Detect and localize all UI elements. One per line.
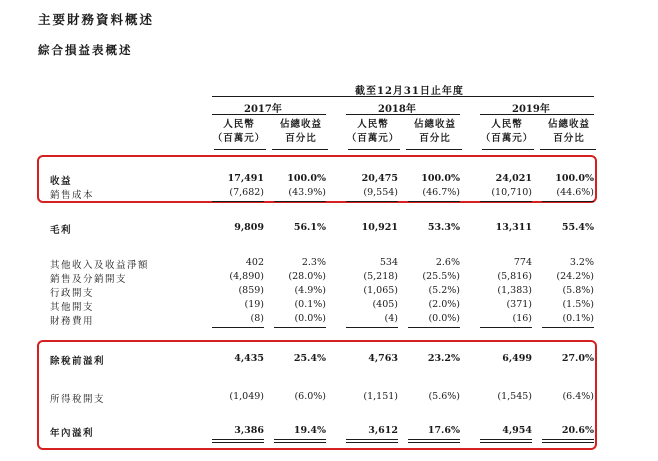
cell-value: 402 [245,257,264,268]
total-rule [542,327,594,328]
cell-value: 23.2% [427,353,460,364]
row-label: 毛利 [50,225,73,236]
double-rule [542,442,594,443]
cell-value: 55.4% [561,222,594,233]
cell-value: (5.6%) [428,391,460,402]
period-header: 截至12月31日止年度 [355,86,464,97]
total-rule [212,439,264,440]
row-label: 除稅前溢利 [50,356,106,367]
col-header-pct-2019 [538,118,600,146]
section-title: 綜合損益表概述 [38,43,133,57]
col-header-rmb-line1: 人民幣 [491,119,523,130]
total-rule [274,201,326,202]
total-rule [346,327,398,328]
cell-value: 100.0% [421,173,460,184]
cell-value: 4,763 [368,353,398,364]
col-header-pct-line1: 佔總收益 [413,119,456,130]
cell-value: (5.2%) [428,285,460,296]
cell-value: 19.4% [293,425,326,436]
cell-value: (9,554) [363,187,398,198]
period-rule [212,96,594,97]
total-rule [346,201,398,202]
total-rule [212,327,264,328]
row-label: 銷售及分銷開支 [50,274,128,285]
cell-value: 4,954 [502,425,532,436]
cell-value: 24,021 [495,173,532,184]
header-rule [348,149,400,150]
cell-value: 774 [513,257,532,268]
col-header-pct-line1: 佔總收益 [279,119,322,130]
cell-value: 20,475 [361,173,398,184]
cell-value: (1,065) [363,285,398,296]
cell-value: (4,890) [229,271,264,282]
cell-value: 27.0% [561,353,594,364]
header-rule [482,149,534,150]
double-rule [346,442,398,443]
cell-value: (46.7%) [422,187,460,198]
row-label: 年內溢利 [50,428,95,439]
row-label: 其他收入及收益淨額 [50,260,150,271]
col-header-pct-line1: 佔總收益 [547,119,590,130]
cell-value: (1,383) [497,285,532,296]
double-rule [212,442,264,443]
cell-value: 17,491 [227,173,264,184]
cell-value: 100.0% [555,173,594,184]
cell-value: (2.0%) [428,299,460,310]
col-header-pct-2018 [404,118,466,146]
double-rule [480,442,532,443]
cell-value: 3,612 [368,425,398,436]
year-rule-2019 [480,114,594,115]
cell-value: 3,386 [234,425,264,436]
cell-value: (25.5%) [422,271,460,282]
total-rule [542,439,594,440]
row-label: 銷售成本 [50,190,95,201]
col-header-rmb-line2: （百萬元） [346,133,400,144]
cell-value: 10,921 [361,222,398,233]
cell-value: (4.9%) [294,285,326,296]
cell-value: 20.6% [561,425,594,436]
cell-value: (371) [506,299,532,310]
cell-value: (4) [384,313,398,324]
cell-value: 100.0% [287,173,326,184]
cell-value: (5.8%) [562,285,594,296]
header-rule [540,149,596,150]
cell-value: (1,545) [497,391,532,402]
col-header-rmb-2018 [344,118,402,146]
year-2018: 2018年 [378,104,416,115]
cell-value: (19) [244,299,264,310]
double-rule [408,442,460,443]
cell-value: (24.2%) [556,271,594,282]
header-rule [406,149,462,150]
cell-value: 2.6% [435,257,460,268]
row-label: 所得稅開支 [50,394,106,405]
col-header-rmb-line1: 人民幣 [357,119,389,130]
cell-value: (859) [238,285,264,296]
cell-value: (1,049) [229,391,264,402]
row-label: 行政開支 [50,288,95,299]
col-header-rmb-2017 [210,118,268,146]
cell-value: (5,218) [363,271,398,282]
year-rule-2018 [346,114,460,115]
cell-value: 534 [379,257,398,268]
cell-value: (10,710) [491,187,532,198]
total-rule [408,327,460,328]
total-rule [480,201,532,202]
total-rule [274,439,326,440]
cell-value: (5,816) [497,271,532,282]
cell-value: (405) [372,299,398,310]
cell-value: 17.6% [427,425,460,436]
cell-value: (0.1%) [294,299,326,310]
cell-value: (16) [512,313,532,324]
total-rule [408,439,460,440]
cell-value: (28.0%) [288,271,326,282]
row-label: 收益 [50,176,73,187]
total-rule [212,201,264,202]
col-header-rmb-line2: （百萬元） [212,133,266,144]
row-label: 財務費用 [50,316,95,327]
total-rule [542,201,594,202]
header-rule [214,149,266,150]
cell-value: (8) [250,313,264,324]
cell-value: 3.2% [569,257,594,268]
cell-value: (0.0%) [428,313,460,324]
col-header-rmb-line1: 人民幣 [223,119,255,130]
total-rule [480,327,532,328]
year-2017: 2017年 [244,104,282,115]
cell-value: (1,151) [363,391,398,402]
cell-value: 13,311 [495,222,532,233]
col-header-rmb-2019 [478,118,536,146]
cell-value: 56.1% [293,222,326,233]
total-rule [408,201,460,202]
total-rule [346,439,398,440]
cell-value: (44.6%) [556,187,594,198]
double-rule [274,442,326,443]
cell-value: 4,435 [234,353,264,364]
total-rule [274,327,326,328]
cell-value: (6.4%) [562,391,594,402]
cell-value: (6.0%) [294,391,326,402]
cell-value: 2.3% [301,257,326,268]
cell-value: 6,499 [502,353,532,364]
header-rule [272,149,328,150]
cell-value: 25.4% [293,353,326,364]
year-rule-2017 [212,114,326,115]
col-header-pct-2017 [270,118,332,146]
col-header-pct-line2: 百分比 [285,133,317,144]
col-header-rmb-line2: （百萬元） [480,133,534,144]
cell-value: (43.9%) [288,187,326,198]
cell-value: 9,809 [234,222,264,233]
col-header-pct-line2: 百分比 [419,133,451,144]
row-label: 其他開支 [50,302,95,313]
year-2019: 2019年 [512,104,550,115]
cell-value: (1.5%) [562,299,594,310]
col-header-pct-line2: 百分比 [553,133,585,144]
page-title: 主要財務資料概述 [38,12,155,27]
total-rule [480,439,532,440]
cell-value: (0.0%) [294,313,326,324]
cell-value: (7,682) [229,187,264,198]
cell-value: 53.3% [427,222,460,233]
cell-value: (0.1%) [562,313,594,324]
